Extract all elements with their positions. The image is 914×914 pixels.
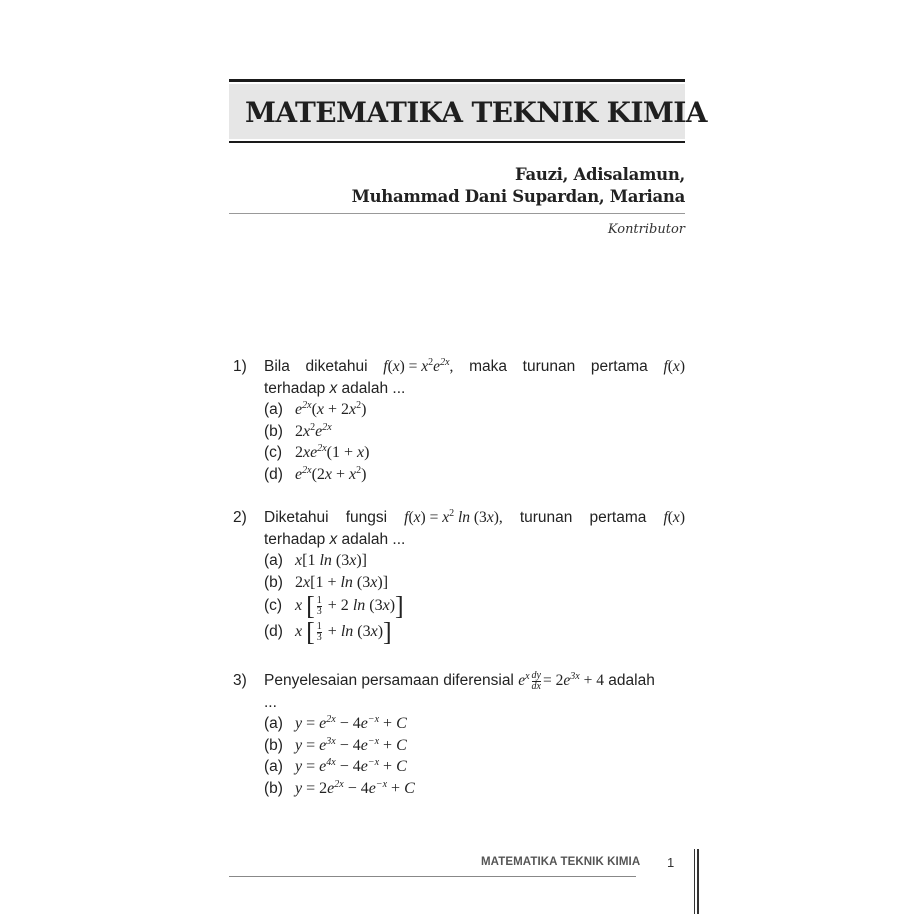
option-label: (a) bbox=[264, 401, 283, 418]
stem-word: pertama bbox=[590, 358, 648, 375]
option-label: (b) bbox=[264, 573, 283, 591]
question-stem-line-2: terhadap x adalah ... bbox=[264, 379, 406, 397]
question-stem-line-1 bbox=[264, 670, 685, 692]
footer-running-title: MATEMATIKA TEKNIK KIMIA bbox=[481, 856, 641, 868]
question-stem-line-2: terhadap x adalah ... bbox=[264, 530, 406, 548]
question-body bbox=[264, 356, 685, 485]
contributor-role: Kontributor bbox=[607, 222, 685, 237]
answer-option-d[interactable] bbox=[264, 464, 685, 486]
stem-word: turunan bbox=[522, 358, 576, 375]
stem-word: turunan bbox=[519, 509, 573, 526]
answer-option-c[interactable] bbox=[264, 442, 685, 464]
answer-option-b[interactable] bbox=[264, 421, 685, 443]
option-expression: $2x^2e^{2x}$ bbox=[295, 421, 332, 440]
option-label: (d) bbox=[264, 623, 283, 641]
stem-text-end: adalah bbox=[608, 672, 655, 689]
authors-line-2: Muhammad Dani Supardan, Mariana bbox=[351, 187, 685, 206]
answer-option-c[interactable] bbox=[264, 756, 685, 778]
option-expression: x [ $\frac{1}{3}$ + ln (3x)] bbox=[295, 617, 392, 647]
option-label: (a) bbox=[264, 552, 283, 569]
answer-option-d[interactable] bbox=[264, 778, 685, 800]
option-label: (a) bbox=[264, 758, 283, 775]
stem-math-function: $f(x) = x^2e^{2x}$, bbox=[383, 357, 454, 375]
stem-text: Penyelesaian persamaan diferensial bbox=[264, 672, 514, 689]
question-number: 3) bbox=[233, 672, 247, 689]
stem-math-fx: f(x) bbox=[663, 358, 685, 375]
question-number: 2) bbox=[233, 509, 247, 526]
stem-word: maka bbox=[469, 358, 507, 375]
option-expression: 2x[1 + ln (3x)] bbox=[295, 573, 389, 591]
stem-word: Diketahui bbox=[264, 509, 329, 526]
title-top-rule bbox=[229, 79, 685, 82]
author-divider bbox=[229, 213, 685, 214]
option-expression: $y = e^{2x} - 4e^{-x} + C$ bbox=[295, 714, 407, 732]
answer-option-a[interactable] bbox=[264, 550, 685, 572]
stem-word: pertama bbox=[589, 509, 647, 526]
question-number: 1) bbox=[233, 358, 247, 375]
option-expression: x[1 ln (3x)] bbox=[295, 552, 367, 569]
option-expression: $y = e^{4x} - 4e^{-x} + C$ bbox=[295, 757, 407, 775]
answer-option-b[interactable] bbox=[264, 572, 685, 594]
page-edge-line bbox=[697, 849, 699, 914]
question-stem-line-2: ... bbox=[264, 693, 277, 711]
option-expression: $y = e^{3x} - 4e^{-x} + C$ bbox=[295, 735, 407, 754]
option-label: (c) bbox=[264, 597, 283, 615]
option-label: (b) bbox=[264, 779, 283, 797]
question-stem-line-1 bbox=[264, 507, 685, 529]
stem-math-function: $f(x) = x^2$ ln (3x), bbox=[404, 508, 503, 526]
option-expression: $e^{2x}(2x + x^2)$ bbox=[295, 464, 367, 483]
answer-option-a[interactable] bbox=[264, 713, 685, 735]
answer-option-a[interactable] bbox=[264, 399, 685, 421]
stem-math-equation: $e^x$ $\frac{dy}{dx}$ = $2e^{3x} + 4$ bbox=[518, 669, 604, 692]
stem-word: fungsi bbox=[345, 509, 388, 526]
footer-rule bbox=[229, 876, 636, 877]
title-bottom-rule bbox=[229, 141, 685, 143]
option-expression: $e^{2x}(x + 2x^2)$ bbox=[295, 400, 367, 418]
option-expression: x [ $\frac{1}{3}$ + 2 ln (3x)] bbox=[295, 591, 404, 621]
question-body bbox=[264, 670, 685, 799]
authors-line-1: Fauzi, Adisalamun, bbox=[515, 165, 685, 184]
question-stem-line-1 bbox=[264, 356, 685, 378]
option-label: (b) bbox=[264, 736, 283, 754]
option-label: (a) bbox=[264, 715, 283, 732]
answer-option-b[interactable] bbox=[264, 735, 685, 757]
stem-math-fx: f(x) bbox=[663, 509, 685, 526]
answer-option-c[interactable] bbox=[264, 593, 685, 619]
option-label: (d) bbox=[264, 465, 283, 483]
option-label: (b) bbox=[264, 422, 283, 440]
page-number: 1 bbox=[667, 855, 675, 870]
answer-option-d[interactable] bbox=[264, 619, 685, 645]
page-title: MATEMATIKA TEKNIK KIMIA bbox=[245, 96, 707, 129]
option-expression: $2xe^{2x}(1 + x)$ bbox=[295, 443, 370, 461]
page-edge-line bbox=[694, 849, 695, 914]
option-expression: $y = 2e^{2x} - 4e^{-x} + C$ bbox=[295, 778, 415, 797]
author-block bbox=[352, 164, 685, 208]
question-body bbox=[264, 507, 685, 645]
stem-word: Bila bbox=[264, 358, 290, 375]
option-label: (c) bbox=[264, 444, 283, 461]
stem-word: diketahui bbox=[305, 358, 368, 375]
